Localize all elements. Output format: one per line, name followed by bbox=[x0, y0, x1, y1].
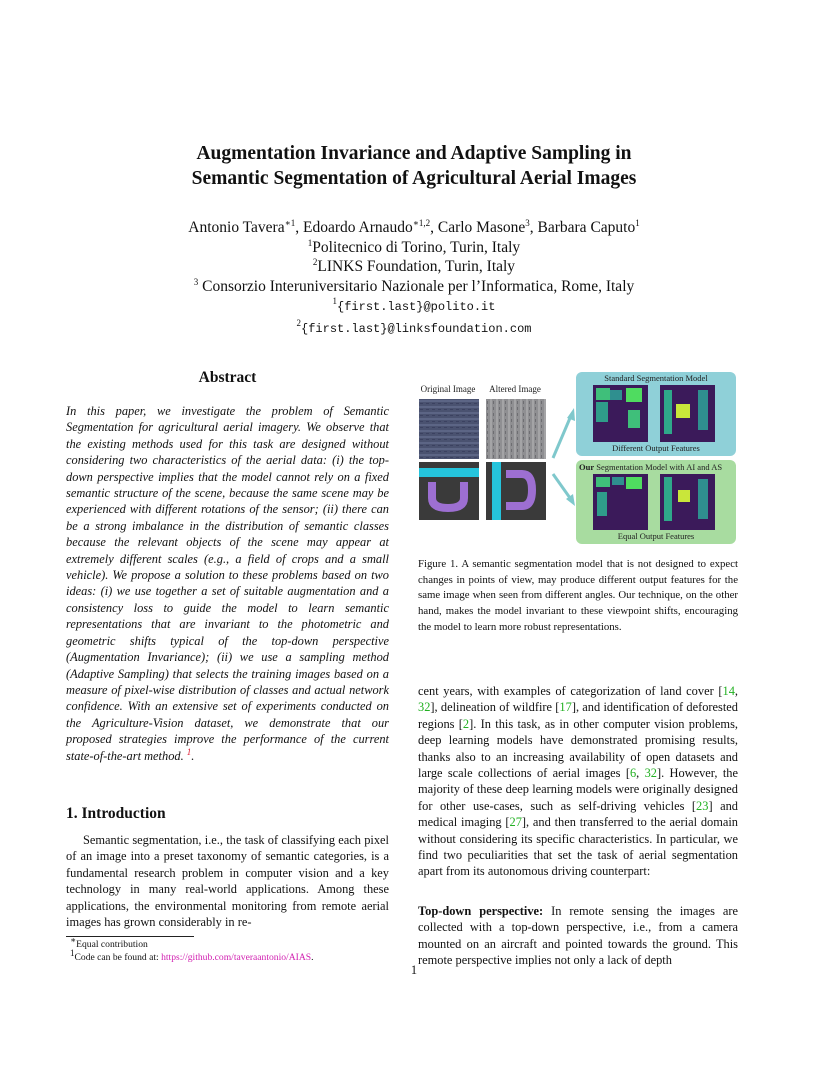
email-text: {first.last}@polito.it bbox=[337, 300, 496, 315]
text-run: ], delineation of wildfire [ bbox=[430, 700, 560, 715]
author-sup: 1 bbox=[635, 217, 640, 228]
arrow-icon bbox=[553, 418, 570, 458]
affiliation bbox=[0, 257, 828, 277]
text-run: ], and then transferred to the aerial domain without considering its specific characteristics. In particular, we find two peculiarities that set the task of aerial segmentation apart from its autonomous driving counterpart: bbox=[418, 815, 738, 879]
email-sup: 1 bbox=[332, 296, 338, 307]
affiliation-text: Politecnico di Torino, Turin, Italy bbox=[312, 238, 521, 256]
box-bottom-title-rest: Segmentation Model with AI and AS bbox=[594, 462, 723, 472]
box-bottom-title bbox=[579, 462, 722, 472]
text-run: , bbox=[734, 684, 738, 698]
text-run: , bbox=[636, 766, 645, 781]
author-name: Carlo Masone bbox=[437, 219, 526, 236]
author-sup: ∗1 bbox=[284, 217, 296, 228]
abstract-text: In this paper, we investigate the problem of Semantic Segmentation for agricultural aerial imagery. We observe that the existing methods used for this task are designed without considering two characteristics of the aerial data: (i) the top-down perspective implies that the model cannot rely on a fixed semantic structure of the scene, because the same scene may be experienced with different rotations of the sensor; (ii) there can be a strong imbalance in the distribution of semantic classes because the relevant objects of the scene may appear at extremely different scales (e.g., a field of crops and a small vehicle). We propose a solution to these problems based on two ideas: (i) we use together a set of suitable augmentation and a consistency loss to guide the model to learn semantic representations that are invariant to the photometric and geometric shifts typical of the top-down perspective (Augmentation Invariance); (ii) we use a sampling method (Adaptive Sampling) that selects the training images based on a measure of pixel-wise distribution of classes and actual network confidence. With an extensive set of experiments conducted on the Agriculture-Vision dataset, we demonstrate that our proposed strategies improve the performance of the current state-of-the-art method. bbox=[66, 404, 389, 763]
affiliation bbox=[0, 277, 828, 297]
footnote-rule bbox=[66, 936, 194, 937]
section-heading: 1. Introduction bbox=[66, 805, 166, 822]
paper-title bbox=[0, 141, 828, 191]
email-sup: 2 bbox=[296, 317, 302, 328]
box-top-title: Standard Segmentation Model bbox=[604, 373, 708, 383]
label-altered: Altered Image bbox=[489, 384, 541, 394]
email bbox=[0, 296, 828, 318]
intro-paragraph-continued bbox=[418, 683, 738, 880]
citation-link[interactable]: 32 bbox=[418, 700, 431, 715]
affiliation-sup: 1 bbox=[307, 237, 313, 248]
citation-link[interactable]: 23 bbox=[696, 798, 709, 813]
paragraph-heading: Top-down perspective: bbox=[418, 904, 544, 918]
text-run: ], and identification of deforested regions [ bbox=[418, 700, 738, 731]
author-name: Antonio Tavera bbox=[188, 219, 285, 236]
page-number: 1 bbox=[410, 963, 418, 977]
top-down-paragraph bbox=[418, 903, 738, 969]
box-bottom-footer: Equal Output Features bbox=[617, 531, 695, 541]
affiliation-sup: 2 bbox=[312, 257, 318, 268]
footnote-text: Equal contribution bbox=[76, 939, 148, 950]
original-aerial-image bbox=[419, 399, 479, 459]
email-text: {first.last}@linksfoundation.com bbox=[301, 321, 532, 336]
figure-caption: Figure 1. A semantic segmentation model that is not designed to expect changes in points of view, may produce different output features for the same image when seen from different angles. Our technique, on the other hand, makes the model invariant to these viewpoint shifts, encouraging the model to learn more robust representations. bbox=[418, 558, 738, 633]
our-model-box bbox=[576, 460, 736, 544]
footnote-sup: ∗ bbox=[70, 934, 77, 945]
footnote-ref[interactable]: 1 bbox=[186, 746, 192, 757]
figure-1 bbox=[418, 370, 740, 546]
altered-aerial-image bbox=[486, 399, 546, 459]
author-name: Barbara Caputo bbox=[537, 219, 636, 236]
affiliation-text: LINKS Foundation, Turin, Italy bbox=[317, 258, 516, 276]
affiliation-text: Consorzio Interuniversitario Nazionale per l’Informatica, Rome, Italy bbox=[198, 277, 635, 295]
figure-graphic bbox=[418, 370, 740, 546]
affiliation bbox=[0, 238, 828, 258]
label-original: Original Image bbox=[420, 384, 476, 394]
text-run: ]. In this task, as in other computer vision problems, deep learning models have demonstrated promising results, thanks also to an increasing availability of open datasets and large scale collections of aerial images [ bbox=[418, 716, 738, 781]
citation-link[interactable]: 32 bbox=[644, 766, 657, 781]
affiliation-sup: 3 bbox=[193, 276, 199, 287]
text-run: In remote sensing the images are collected with a top-down perspective, i.e., from a camera mounted on an aircraft and pointed towards the ground. This remote perspective implies not only a lack of depth bbox=[418, 904, 738, 968]
author-name: Edoardo Arnaudo bbox=[302, 219, 413, 236]
text-run: cent years, with examples of categorization of land cover [ bbox=[418, 684, 723, 698]
standard-model-box bbox=[576, 372, 736, 456]
citation-link[interactable]: 6 bbox=[629, 766, 637, 781]
intro-paragraph: Semantic segmentation, i.e., the task of classifying each pixel of an image into a preset taxonomy of semantic categories, is a fundamental research problem in computer vision and a key technology in many real-world applications. Among these applications, the environmental monitoring from remote aerial images has grown considerably in re- bbox=[66, 833, 389, 930]
footnote-text: Code can be found at: bbox=[74, 952, 162, 963]
text-run: ]. However, the majority of these deep learning models were originally designed for other use-cases, such as self-driving vehicles [ bbox=[418, 766, 738, 813]
code-link[interactable]: https://github.com/taveraantonio/AIAS bbox=[161, 952, 312, 963]
original-mask bbox=[419, 462, 479, 520]
box-bottom-title-bold: Our bbox=[579, 462, 595, 472]
author-block bbox=[0, 218, 828, 340]
title-line-1: Augmentation Invariance and Adaptive Sampling in bbox=[196, 143, 632, 164]
citation-link[interactable]: 27 bbox=[509, 815, 522, 830]
footnote bbox=[70, 934, 400, 951]
text-run: ] and medical imaging [ bbox=[418, 798, 738, 830]
altered-mask bbox=[486, 462, 546, 520]
citation-link[interactable]: 14 bbox=[722, 684, 735, 698]
author-sup: ∗1,2 bbox=[412, 217, 431, 228]
author-sup: 3 bbox=[525, 217, 530, 228]
footnote-sup: 1 bbox=[70, 947, 75, 958]
abstract-body: In this paper, we investigate the problem of Semantic Segmentation for agricultural aerial imagery. We observe that the existing methods used for this task are designed without considering two characteristics of the aerial data: (i) the top-down perspective implies that the model cannot rely on a fixed semantic structure of the scene, because the same scene may be experienced with different rotations of the sensor; (ii) there can be a strong imbalance in the distribution of semantic classes because the relevant objects of the scene may appear at extremely different scales (e.g., a field of crops and a small vehicle). We propose a solution to these problems based on two ideas: (i) we use together a set of suitable augmentation and a consistency loss to guide the model to learn semantic representations that are invariant to the photometric and geometric shifts typical of the top-down perspective (Augmentation Invariance); (ii) we use a sampling method (Adaptive Sampling) that selects the training images based on a measure of pixel-wise distribution of classes and actual network confidence. With an extensive set of experiments conducted on the Agriculture-Vision dataset, we demonstrate that our proposed strategies improve the performance of the current state-of-the-art method. $^1$. bbox=[66, 404, 389, 763]
email bbox=[0, 318, 828, 340]
footnote-text: . bbox=[311, 952, 314, 963]
citation-link[interactable]: 2 bbox=[462, 716, 470, 731]
citation-link[interactable]: 17 bbox=[559, 700, 572, 715]
arrow-icon bbox=[553, 474, 570, 498]
author-line: Antonio Tavera$^{∗1}$, Edoardo Arnaudo$^{∗1,2}$, Carlo Masone$^3$, Barbara Caputo$^1$ bbox=[188, 217, 640, 236]
box-top-footer: Different Output Features bbox=[612, 443, 700, 453]
abstract-heading: Abstract bbox=[198, 369, 257, 386]
title-line-2: Semantic Segmentation of Agricultural Aerial Images bbox=[191, 168, 637, 189]
